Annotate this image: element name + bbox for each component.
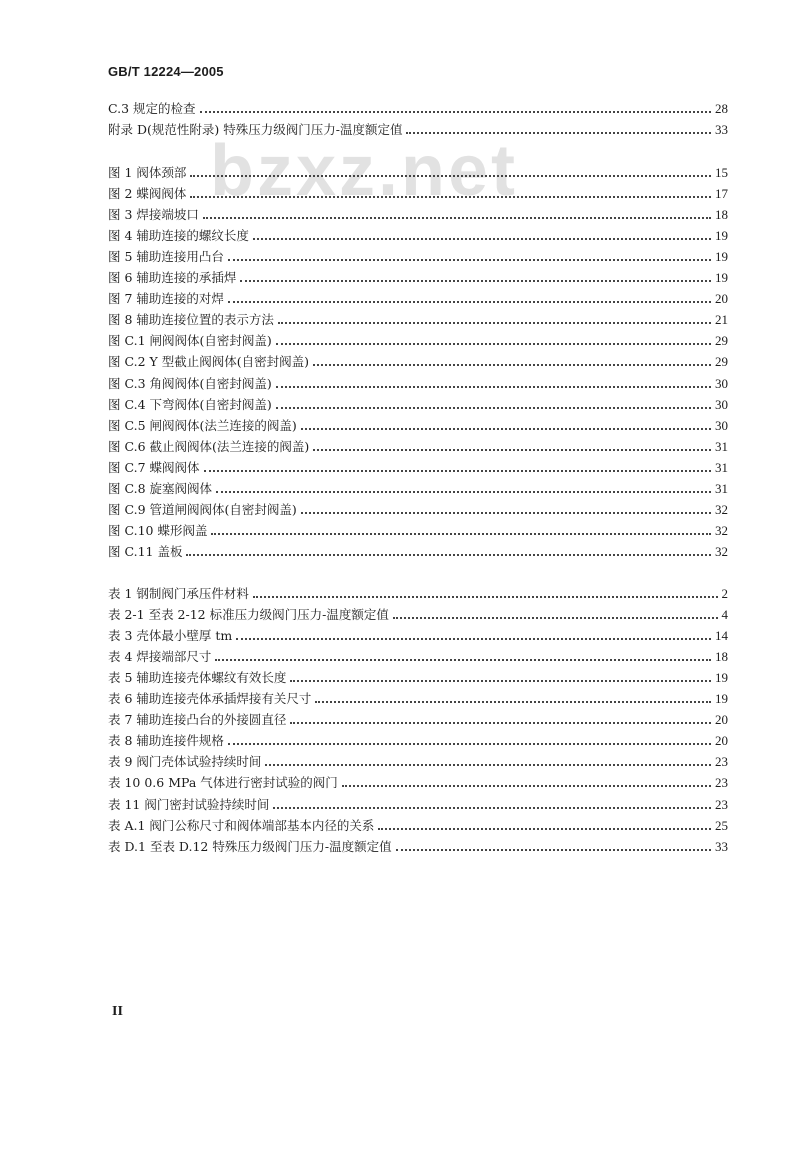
toc-entry[interactable] bbox=[108, 686, 728, 707]
toc-entry[interactable] bbox=[108, 349, 728, 370]
toc-entry[interactable] bbox=[108, 602, 728, 623]
toc-entry-label: 表 6 辅助连接壳体承插焊接有关尺寸 bbox=[108, 691, 312, 707]
dot-leader bbox=[200, 111, 711, 113]
toc-entry[interactable] bbox=[108, 392, 728, 413]
toc-entry-label: 图 C.3 角阀阀体(自密封阀盖) bbox=[108, 375, 272, 391]
dot-leader bbox=[273, 807, 711, 809]
toc-entry-label: 表 9 阀门壳体试验持续时间 bbox=[108, 754, 262, 770]
toc-entry-page: 20 bbox=[715, 712, 728, 728]
dot-leader bbox=[228, 743, 711, 745]
toc-entry[interactable] bbox=[108, 286, 728, 307]
toc-entry-page: 2 bbox=[721, 586, 728, 602]
toc-entry[interactable] bbox=[108, 96, 728, 117]
toc-entry-page: 19 bbox=[715, 270, 728, 286]
toc-entry-label: 表 10 0.6 MPa 气体进行密封试验的阀门 bbox=[108, 775, 338, 791]
toc-entry-label: 图 3 焊接端坡口 bbox=[108, 207, 199, 223]
toc-entry-page: 29 bbox=[715, 354, 728, 370]
toc-entry[interactable] bbox=[108, 413, 728, 434]
toc-entry-page: 30 bbox=[715, 417, 728, 433]
dot-leader bbox=[301, 512, 711, 514]
dot-leader bbox=[203, 217, 711, 219]
toc-entry-label: 图 C.11 盖板 bbox=[108, 543, 183, 559]
toc-figures-section bbox=[108, 160, 728, 560]
toc-entry-label: 图 C.5 闸阀阀体(法兰连接的阀盖) bbox=[108, 417, 297, 433]
toc-entry[interactable] bbox=[108, 244, 728, 265]
dot-leader bbox=[211, 533, 711, 535]
dot-leader bbox=[186, 554, 711, 556]
toc-entry[interactable] bbox=[108, 202, 728, 223]
toc-entry-page: 30 bbox=[715, 396, 728, 412]
toc-entry-page: 21 bbox=[715, 312, 728, 328]
toc-entry-label: 图 C.9 管道闸阀阀体(自密封阀盖) bbox=[108, 501, 297, 517]
toc-entry-label: 表 1 钢制阀门承压件材料 bbox=[108, 586, 249, 602]
toc-entry[interactable] bbox=[108, 455, 728, 476]
toc-entry-label: 图 C.7 蝶阀阀体 bbox=[108, 459, 200, 475]
toc-entry-label: C.3 规定的检查 bbox=[108, 101, 196, 117]
dot-leader bbox=[278, 322, 711, 324]
toc-entry[interactable] bbox=[108, 581, 728, 602]
toc-entry-label: 表 7 辅助连接凸台的外接圆直径 bbox=[108, 712, 287, 728]
toc-entry-page: 25 bbox=[715, 817, 728, 833]
toc-entry-label: 图 2 蝶阀阀体 bbox=[108, 186, 187, 202]
page-number: II bbox=[112, 1004, 123, 1019]
toc-entry-label: 图 1 阀体颈部 bbox=[108, 165, 187, 181]
toc-entry-page: 19 bbox=[715, 228, 728, 244]
dot-leader bbox=[315, 701, 711, 703]
dot-leader bbox=[240, 280, 711, 282]
toc-entry[interactable] bbox=[108, 749, 728, 770]
toc-entry-page: 4 bbox=[721, 607, 728, 623]
toc-entry-label: 图 6 辅助连接的承插焊 bbox=[108, 270, 237, 286]
toc-entry-page: 33 bbox=[715, 122, 728, 138]
dot-leader bbox=[265, 764, 711, 766]
toc-entry-label: 图 7 辅助连接的对焊 bbox=[108, 291, 224, 307]
toc-entry-label: 表 2-1 至表 2-12 标准压力级阀门压力-温度额定值 bbox=[108, 607, 389, 623]
toc-entry-page: 31 bbox=[715, 459, 728, 475]
toc-entry-label: 图 C.10 蝶形阀盖 bbox=[108, 522, 208, 538]
toc-entry[interactable] bbox=[108, 307, 728, 328]
toc-entry[interactable] bbox=[108, 117, 728, 138]
dot-leader bbox=[290, 680, 711, 682]
toc-entry-label: 图 C.8 旋塞阀阀体 bbox=[108, 480, 212, 496]
toc-entry-page: 18 bbox=[715, 649, 728, 665]
dot-leader bbox=[228, 301, 711, 303]
toc-entry-label: 表 D.1 至表 D.12 特殊压力级阀门压力-温度额定值 bbox=[108, 838, 392, 854]
toc-appendix-section bbox=[108, 96, 728, 138]
toc-entry[interactable] bbox=[108, 539, 728, 560]
toc-entry-label: 表 11 阀门密封试验持续时间 bbox=[108, 796, 270, 812]
toc-entry-page: 20 bbox=[715, 291, 728, 307]
toc-entry-page: 23 bbox=[715, 775, 728, 791]
toc-entry-page: 19 bbox=[715, 670, 728, 686]
toc-entry[interactable] bbox=[108, 265, 728, 286]
toc-entry-page: 32 bbox=[715, 522, 728, 538]
toc-entry-label: 图 C.6 截止阀阀体(法兰连接的阀盖) bbox=[108, 438, 310, 454]
toc-entry-page: 19 bbox=[715, 691, 728, 707]
toc-entry[interactable] bbox=[108, 728, 728, 749]
toc-entry-page: 23 bbox=[715, 754, 728, 770]
toc-entry-page: 19 bbox=[715, 249, 728, 265]
dot-leader bbox=[276, 407, 711, 409]
toc-entry[interactable] bbox=[108, 328, 728, 349]
toc-entry[interactable] bbox=[108, 223, 728, 244]
toc-entry-page: 31 bbox=[715, 480, 728, 496]
toc-entry-page: 32 bbox=[715, 543, 728, 559]
toc-entry[interactable] bbox=[108, 497, 728, 518]
toc-entry-page: 28 bbox=[715, 101, 728, 117]
toc-entry-page: 14 bbox=[715, 628, 728, 644]
dot-leader bbox=[276, 386, 711, 388]
toc-entry-label: 图 C.4 下弯阀体(自密封阀盖) bbox=[108, 396, 272, 412]
toc-entry-page: 30 bbox=[715, 375, 728, 391]
toc-entry-page: 23 bbox=[715, 796, 728, 812]
dot-leader bbox=[204, 470, 712, 472]
toc-entry[interactable] bbox=[108, 434, 728, 455]
dot-leader bbox=[342, 785, 711, 787]
dot-leader bbox=[190, 175, 711, 177]
toc-entry[interactable] bbox=[108, 707, 728, 728]
dot-leader bbox=[313, 364, 711, 366]
dot-leader bbox=[190, 196, 711, 198]
toc-entry-label: 表 5 辅助连接壳体螺纹有效长度 bbox=[108, 670, 287, 686]
dot-leader bbox=[378, 828, 711, 830]
toc-entry[interactable] bbox=[108, 160, 728, 181]
watermark: bzxz.net bbox=[210, 131, 519, 211]
toc-tables-section bbox=[108, 581, 728, 855]
dot-leader bbox=[393, 617, 718, 619]
dot-leader bbox=[396, 849, 711, 851]
toc-entry-label: 图 8 辅助连接位置的表示方法 bbox=[108, 312, 274, 328]
toc-entry[interactable] bbox=[108, 813, 728, 834]
dot-leader bbox=[313, 449, 711, 451]
toc-entry-page: 15 bbox=[715, 165, 728, 181]
toc-entry[interactable] bbox=[108, 770, 728, 791]
toc-entry-page: 33 bbox=[715, 838, 728, 854]
toc-entry-label: 图 C.2 Y 型截止阀阀体(自密封阀盖) bbox=[108, 354, 309, 370]
dot-leader bbox=[253, 238, 711, 240]
toc-entry-page: 18 bbox=[715, 207, 728, 223]
toc-entry-page: 32 bbox=[715, 501, 728, 517]
toc-entry-label: 图 C.1 闸阀阀体(自密封阀盖) bbox=[108, 333, 272, 349]
toc-entry-page: 17 bbox=[715, 186, 728, 202]
dot-leader bbox=[276, 343, 711, 345]
dot-leader bbox=[406, 132, 711, 134]
toc-entry-page: 31 bbox=[715, 438, 728, 454]
toc-entry-page: 20 bbox=[715, 733, 728, 749]
toc-entry[interactable] bbox=[108, 834, 728, 855]
toc-entry-label: 表 4 焊接端部尺寸 bbox=[108, 649, 212, 665]
toc-entry-label: 附录 D(规范性附录) 特殊压力级阀门压力-温度额定值 bbox=[108, 122, 403, 138]
dot-leader bbox=[253, 596, 718, 598]
dot-leader bbox=[290, 722, 711, 724]
toc-entry-label: 表 8 辅助连接件规格 bbox=[108, 733, 224, 749]
toc-entry[interactable] bbox=[108, 181, 728, 202]
toc-entry[interactable] bbox=[108, 476, 728, 497]
toc-entry[interactable] bbox=[108, 665, 728, 686]
toc-entry-label: 图 4 辅助连接的螺纹长度 bbox=[108, 228, 249, 244]
toc-entry[interactable] bbox=[108, 623, 728, 644]
dot-leader bbox=[236, 638, 711, 640]
toc-entry[interactable] bbox=[108, 791, 728, 812]
toc-entry[interactable] bbox=[108, 518, 728, 539]
dot-leader bbox=[228, 259, 711, 261]
dot-leader bbox=[216, 491, 711, 493]
dot-leader bbox=[301, 428, 711, 430]
toc-entry-label: 图 5 辅助连接用凸台 bbox=[108, 249, 224, 265]
toc-entry[interactable] bbox=[108, 644, 728, 665]
toc-entry[interactable] bbox=[108, 370, 728, 391]
toc-entry-label: 表 3 壳体最小壁厚 tm bbox=[108, 628, 233, 644]
document-code: GB/T 12224—2005 bbox=[108, 64, 224, 79]
toc-entry-page: 29 bbox=[715, 333, 728, 349]
dot-leader bbox=[215, 659, 711, 661]
toc-entry-label: 表 A.1 阀门公称尺寸和阀体端部基本内径的关系 bbox=[108, 817, 375, 833]
